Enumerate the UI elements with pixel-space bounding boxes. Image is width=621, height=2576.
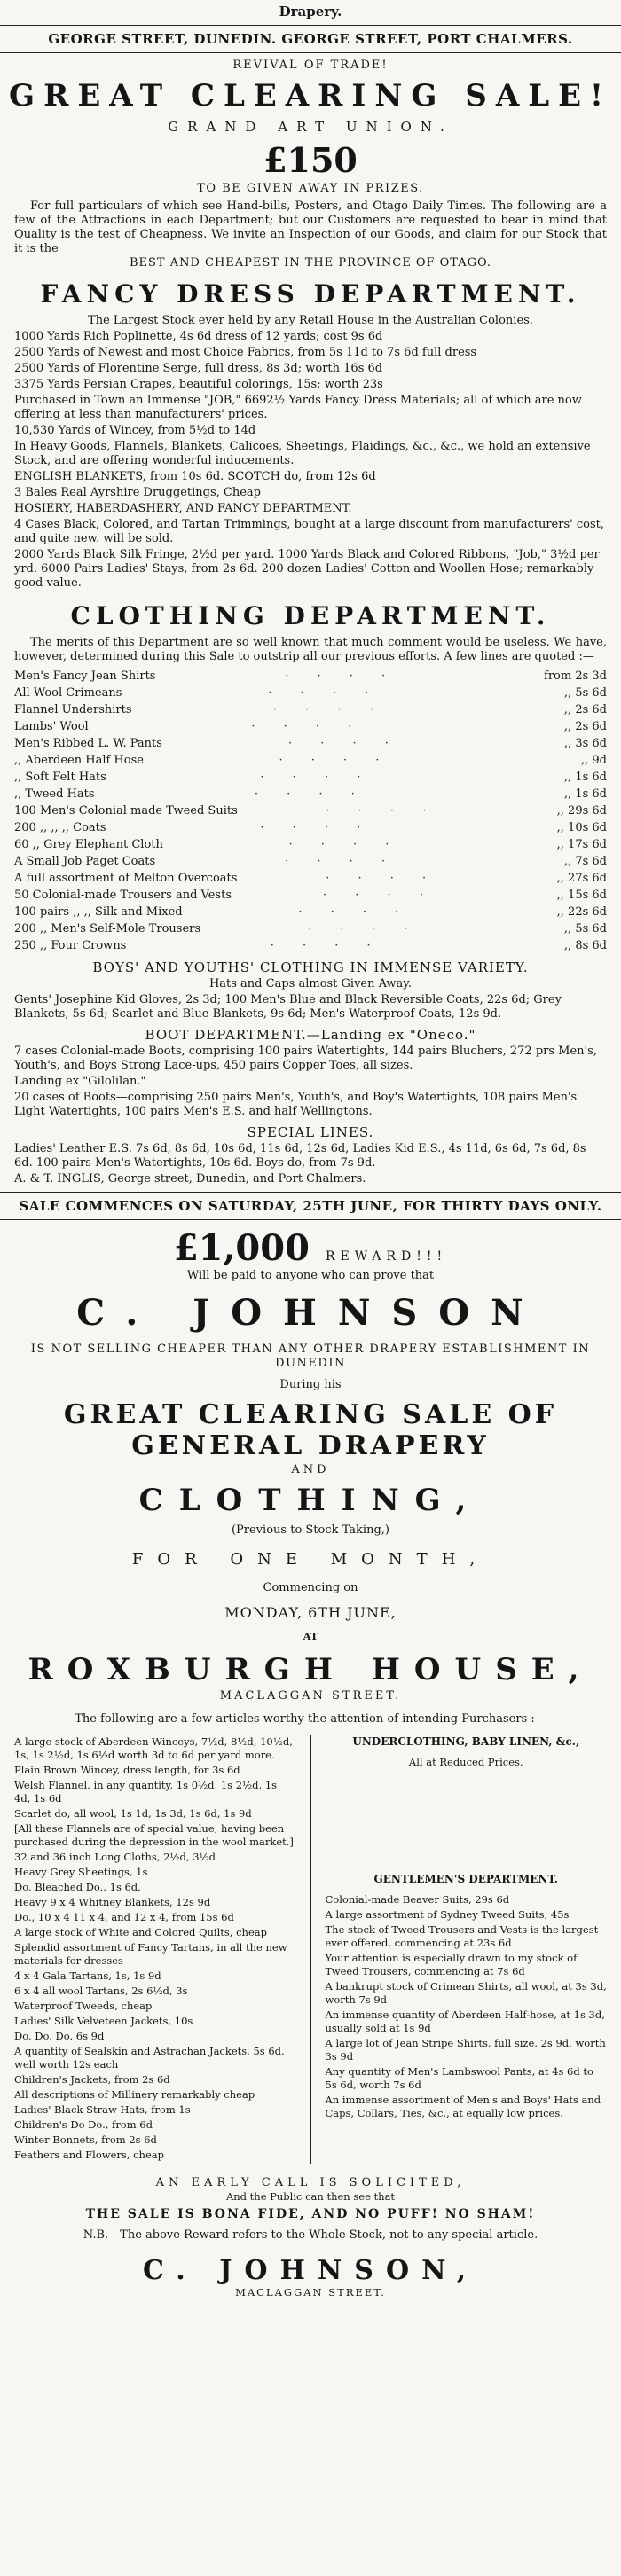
during-his: During his — [279, 1378, 342, 1391]
clothing-item-row — [14, 752, 607, 769]
left-column-line: Children's Do Do., from 6d — [14, 2118, 153, 2131]
gentlemen-line: An immense assortment of Men's and Boys' Hats and Caps, Collars, Ties, &c., at equally low prices. — [325, 2094, 601, 2119]
fancy-dress-line: 2500 Yards of Newest and most Choice Fabrics, from 5s 11d to 7s 6d full dress — [14, 346, 477, 359]
leader-dots: · · · · — [326, 872, 439, 885]
clothing-item-row — [14, 870, 607, 887]
clothing-item-name: 200 ,, Men's Self-Mole Trousers — [14, 922, 201, 936]
divider — [0, 1219, 621, 1220]
previous-stock: (Previous to Stock Taking,) — [231, 1523, 389, 1537]
clothing-item-price: ,, 1s 6d — [563, 787, 607, 801]
not-selling: IS NOT SELLING CHEAPER THAN ANY OTHER DRAPERY ESTABLISHMENT IN DUNEDIN — [30, 1343, 591, 1370]
clothing-item-name: 200 ,, ,, ,, Coats — [14, 821, 106, 834]
boot-line: 7 cases Colonial-made Boots, comprising 100 pairs Watertights, 144 pairs Bluchers, 272 prs Men's, Youth's, and Boys Strong Lace-ups, 450 pairs Copper Toes, all sizes. — [14, 1045, 597, 1072]
bona-fide: THE SALE IS BONA FIDE, AND NO PUFF! NO SHAM! — [85, 2207, 536, 2221]
leader-dots: · · · · — [251, 720, 365, 733]
special-line: A. & T. INGLIS, George street, Dunedin, and Port Chalmers. — [14, 1172, 366, 1186]
left-column — [14, 1735, 296, 2164]
leader-dots: · · · · — [323, 889, 436, 902]
gentlemen-title: GENTLEMEN'S DEPARTMENT. — [373, 1873, 558, 1885]
boot-title: BOOT DEPARTMENT.—Landing ex "Oneco." — [145, 1027, 476, 1043]
commencing: Commencing on — [263, 1581, 358, 1594]
clothing-item-row — [14, 668, 607, 685]
clothing-item-name: Flannel Undershirts — [14, 703, 132, 716]
clothing-item-price: ,, 29s 6d — [556, 804, 607, 818]
dateline: GEORGE STREET, DUNEDIN. GEORGE STREET, PORT CHALMERS. — [48, 31, 573, 47]
left-column-line: All descriptions of Millinery remarkably cheap — [14, 2088, 255, 2101]
leader-dots: · · · · — [288, 838, 402, 851]
clothing-item-name: ,, Aberdeen Half Hose — [14, 754, 144, 767]
nb-line: N.B.—The above Reward refers to the Whole Stock, not to any special article. — [83, 2228, 538, 2242]
clothing-item-name: 100 pairs ,, ,, Silk and Mixed — [14, 905, 183, 919]
leader-dots: · · · · — [270, 939, 383, 952]
clothing-item-name: A Small Job Paget Coats — [14, 855, 156, 868]
fancy-dress-line: 1000 Yards Rich Poplinette, 4s 6d dress of 12 yards; cost 9s 6d — [14, 330, 383, 343]
signature-name: C. JOHNSON, — [142, 2255, 479, 2286]
left-column-line: Winter Bonnets, from 2s 6d — [14, 2134, 157, 2146]
right-column — [326, 1735, 608, 2164]
gentlemen-list — [326, 1893, 608, 2120]
leader-dots: · · · · — [260, 771, 373, 784]
left-column-line: Feathers and Flowers, cheap — [14, 2149, 164, 2161]
fancy-dress-line: 10,530 Yards of Wincey, from 5½d to 14d — [14, 424, 256, 437]
clothing-item-name: 100 Men's Colonial made Tweed Suits — [14, 804, 238, 818]
clothing-item-price: from 2s 3d — [544, 669, 607, 683]
clothing-item-price: ,, 7s 6d — [563, 855, 607, 868]
gentlemen-line: Colonial-made Beaver Suits, 29s 6d — [325, 1893, 510, 1906]
clothing-item-price: ,, 10s 6d — [556, 821, 607, 834]
gentlemen-line: An immense quantity of Aberdeen Half-hose, at 1s 3d, usually sold at 1s 9d — [325, 2008, 605, 2034]
early-call: AN EARLY CALL IS SOLICITED, — [155, 2176, 466, 2189]
clothing-item-price: ,, 27s 6d — [556, 872, 607, 885]
boys-title: BOYS' AND YOUTHS' CLOTHING IN IMMENSE VARIETY. — [92, 959, 529, 975]
intro-text: For full particulars of which see Hand-bills, Posters, and Otago Daily Times. The following are a few of the Attractions in each Department; but our Customers are requested to bear in mind that Quality is the test of Cheapness. We invite an Inspection of our Goods, and claim for our Stock that it is the — [14, 200, 607, 255]
gentlemen-line: A bankrupt stock of Crimean Shirts, all wool, at 3s 3d, worth 7s 9d — [325, 1980, 607, 2006]
clothing-item-price: ,, 2s 6d — [563, 720, 607, 733]
clothing-item-row — [14, 819, 607, 836]
clothing-item-row — [14, 685, 607, 701]
left-column-line: A large stock of Aberdeen Winceys, 7½d, 8½d, 10½d, 1s, 1s 2½d, 1s 6½d worth 3d to 6d per yard more. — [14, 1735, 293, 1761]
leader-dots: · · · · — [298, 905, 412, 919]
clothing-item-name: Men's Fancy Jean Shirts — [14, 669, 156, 683]
column-divider — [310, 1735, 311, 2164]
clothing-item-row — [14, 803, 607, 819]
gentlemen-line: A large assortment of Sydney Tweed Suits, 45s — [325, 1908, 570, 1921]
clothing-item-name: All Wool Crimeans — [14, 686, 122, 700]
leader-dots: · · · · — [285, 669, 398, 683]
clothing-item-price: ,, 15s 6d — [556, 889, 607, 902]
reward-line: Will be paid to anyone who can prove that — [186, 1269, 435, 1282]
left-column-line: Heavy Grey Sheetings, 1s — [14, 1866, 148, 1878]
best-cheapest: BEST AND CHEAPEST IN THE PROVINCE OF OTAGO. — [129, 256, 492, 270]
left-column-line: Plain Brown Wincey, dress length, for 3s 6d — [14, 1764, 240, 1776]
left-column-line: 6 x 4 all wool Tartans, 2s 6½d, 3s — [14, 1985, 188, 1997]
gentlemen-line: The stock of Tweed Trousers and Vests is the largest ever offered, commencing at 23s 6d — [325, 1923, 599, 1949]
gentlemen-line: Your attention is especially drawn to my stock of Tweed Trousers, commencing at 7s 6d — [325, 1952, 578, 1977]
left-column-line: [All these Flannels are of special value, having been purchased during the depression in the wool market.] — [14, 1822, 294, 1848]
boys-line: Gents' Josephine Kid Gloves, 2s 3d; 100 Men's Blue and Black Reversible Coats, 22s 6d; Grey Blankets, 5s 6d; Scarlet and Blue Blankets, 9s 6d; Men's Waterproof Coats, 12s 9d. — [14, 993, 562, 1021]
clothing-item-row — [14, 718, 607, 735]
gentlemen-line: Any quantity of Men's Lambswool Pants, at 4s 6d to 5s 6d, worth 7s 6d — [325, 2065, 593, 2091]
clothing-item-name: A full assortment of Melton Overcoats — [14, 872, 238, 885]
special-list — [0, 1142, 621, 1186]
underclothing-title: UNDERCLOTHING, BABY LINEN, &c., — [352, 1735, 580, 1748]
general-sale-title: GREAT CLEARING SALE OF GENERAL DRAPERY — [63, 1399, 558, 1461]
left-column-line: Waterproof Tweeds, cheap — [14, 2000, 153, 2012]
clothing-title: CLOTHING DEPARTMENT. — [70, 601, 551, 630]
fancy-dress-line: In Heavy Goods, Flannels, Blankets, Calicoes, Sheetings, Plaidings, &c., &c., we hold an extensive Stock, and are offering wonderful inducements. — [14, 440, 591, 467]
roxburgh-house: ROXBURGH HOUSE, — [28, 1652, 593, 1687]
clothing-item-row — [14, 920, 607, 937]
boys-list — [0, 977, 621, 1022]
clothing-item-price: ,, 5s 6d — [563, 686, 607, 700]
reward-amount: £1,000 — [173, 1227, 310, 1269]
revival-heading: REVIVAL OF TRADE! — [232, 59, 389, 72]
clothing-word: CLOTHING, — [138, 1483, 483, 1518]
left-column-line: 32 and 36 inch Long Cloths, 2½d, 3½d — [14, 1851, 216, 1863]
boys-line: Hats and Caps almost Given Away. — [208, 977, 413, 990]
grand-art-union: GRAND ART UNION. — [168, 119, 453, 135]
clothing-item-row — [14, 887, 607, 904]
fancy-dress-list — [0, 314, 621, 591]
left-column-line: Do. Bleached Do., 1s 6d. — [14, 1881, 141, 1893]
prize-amount: £150 — [263, 140, 358, 180]
for-one-month: FOR ONE MONTH, — [131, 1550, 490, 1569]
left-column-line: Children's Jackets, from 2s 6d — [14, 2073, 170, 2086]
prize-line: TO BE GIVEN AWAY IN PRIZES. — [197, 182, 424, 195]
leader-dots: · · · · — [254, 787, 367, 801]
monday-date: MONDAY, 6TH JUNE, — [224, 1604, 397, 1621]
clothing-item-name: 60 ,, Grey Elephant Cloth — [14, 838, 163, 851]
following-intro: The following are a few articles worthy the attention of intending Purchasers :— — [75, 1712, 546, 1726]
leader-dots: · · · · — [260, 821, 373, 834]
fancy-dress-line: 2500 Yards of Florentine Serge, full dress, 8s 3d; worth 16s 6d — [14, 362, 383, 375]
maclaggan-street: MACLAGGAN STREET. — [219, 1689, 402, 1703]
clothing-item-price: ,, 1s 6d — [563, 771, 607, 784]
boot-list — [0, 1045, 621, 1119]
signature-street: MACLAGGAN STREET. — [235, 2286, 386, 2298]
fancy-dress-line: 3 Bales Real Ayrshire Druggetings, Cheap — [14, 486, 261, 499]
and-word: AND — [291, 1463, 330, 1476]
clothing-item-name: ,, Tweed Hats — [14, 787, 95, 801]
fancy-dress-line: The Largest Stock ever held by any Retail House in the Australian Colonies. — [88, 314, 533, 327]
clothing-item-row — [14, 937, 607, 954]
sale-commences: SALE COMMENCES ON SATURDAY, 25TH JUNE, FOR THIRTY DAYS ONLY. — [19, 1198, 602, 1214]
clothing-item-row — [14, 786, 607, 803]
boot-line: Landing ex "Gilolilan." — [14, 1075, 146, 1088]
clothing-item-price: ,, 22s 6d — [556, 905, 607, 919]
fancy-dress-line: 2000 Yards Black Silk Fringe, 2½d per yard. 1000 Yards Black and Colored Ribbons, "Job," 3½d per yrd. 6000 Pairs Ladies' Stays, from 2s 6d. 200 dozen Ladies' Cotton and Woollen Hose; remarkably good value. — [14, 548, 600, 590]
leader-dots: · · · · — [307, 922, 421, 936]
left-column-line: A quantity of Sealskin and Astrachan Jackets, 5s 6d, well worth 12s each — [14, 2045, 285, 2071]
clothing-item-name: Lambs' Wool — [14, 720, 89, 733]
clothing-intro: The merits of this Department are so well known that much comment would be useless. We have, however, determined during this Sale to outstrip all our previous efforts. A few lines are quoted :— — [14, 636, 607, 663]
fancy-dress-title: FANCY DRESS DEPARTMENT. — [40, 279, 581, 309]
fancy-dress-line: 4 Cases Black, Colored, and Tartan Trimmings, bought at a large discount from manufacturers' cost, and quite new. will be sold. — [14, 518, 604, 545]
left-column-line: A large stock of White and Colored Quilts, cheap — [14, 1926, 267, 1938]
clothing-item-row — [14, 836, 607, 853]
clothing-item-price: ,, 3s 6d — [563, 737, 607, 750]
special-title: SPECIAL LINES. — [247, 1124, 374, 1140]
left-column-line: Heavy 9 x 4 Whitney Blankets, 12s 9d — [14, 1896, 211, 1908]
fancy-dress-line: 3375 Yards Persian Crapes, beautiful colorings, 15s; worth 23s — [14, 378, 383, 391]
masthead: Drapery. — [279, 4, 342, 20]
clothing-item-name: ,, Soft Felt Hats — [14, 771, 106, 784]
divider — [0, 25, 621, 26]
gentlemen-line: A large lot of Jean Stripe Shirts, full size, 2s 9d, worth 3s 9d — [325, 2037, 606, 2063]
divider — [0, 52, 621, 53]
leader-dots: · · · · — [285, 855, 398, 868]
left-column-line: 4 x 4 Gala Tartans, 1s, 1s 9d — [14, 1969, 161, 1982]
left-column-line: Do. Do. Do. 6s 9d — [14, 2030, 105, 2042]
divider — [0, 1192, 621, 1193]
reward-word: REWARD!!! — [325, 1249, 448, 1264]
clothing-price-list — [0, 668, 621, 954]
clothing-item-name: 250 ,, Four Crowns — [14, 939, 127, 952]
sale-title: GREAT CLEARING SALE! — [9, 78, 612, 114]
at-word: AT — [303, 1630, 318, 1642]
clothing-item-row — [14, 701, 607, 718]
reduced-prices: All at Reduced Prices. — [408, 1756, 523, 1768]
fancy-dress-line: HOSIERY, HABERDASHERY, AND FANCY DEPARTMENT. — [14, 502, 352, 515]
left-column-line: Ladies' Black Straw Hats, from 1s — [14, 2103, 191, 2116]
clothing-item-row — [14, 904, 607, 920]
leader-dots: · · · · — [268, 686, 381, 700]
clothing-item-price: ,, 2s 6d — [563, 703, 607, 716]
left-column-line: Ladies' Silk Velveteen Jackets, 10s — [14, 2015, 193, 2027]
clothing-item-name: Men's Ribbed L. W. Pants — [14, 737, 162, 750]
leader-dots: · · · · — [326, 804, 439, 818]
public-see: And the Public can then see that — [225, 2190, 396, 2203]
fancy-dress-line: ENGLISH BLANKETS, from 10s 6d. SCOTCH do, from 12s 6d — [14, 470, 376, 483]
left-column-line: Do., 10 x 4 11 x 4, and 12 x 4, from 15s 6d — [14, 1911, 234, 1923]
clothing-item-row — [14, 769, 607, 786]
left-column-line: Welsh Flannel, in any quantity, 1s 0½d, 1s 2½d, 1s 4d, 1s 6d — [14, 1779, 278, 1805]
left-column-line: Scarlet do, all wool, 1s 1d, 1s 3d, 1s 6d, 1s 9d — [14, 1807, 252, 1820]
clothing-item-price: ,, 5s 6d — [563, 922, 607, 936]
leader-dots: · · · · — [279, 754, 392, 767]
clothing-item-price: ,, 17s 6d — [556, 838, 607, 851]
leader-dots: · · · · — [288, 737, 401, 750]
clothing-item-price: ,, 8s 6d — [563, 939, 607, 952]
two-column-listing — [0, 1735, 621, 2164]
johnson-name: C. JOHNSON — [76, 1292, 545, 1334]
fancy-dress-line: Purchased in Town an Immense "JOB," 6692½ Yards Fancy Dress Materials; all of which are now offering at less than manufacturers' prices. — [14, 394, 582, 421]
clothing-item-row — [14, 853, 607, 870]
special-line: Ladies' Leather E.S. 7s 6d, 8s 6d, 10s 6d, 11s 6d, 12s 6d, Ladies Kid E.S., 4s 11d, 6s 6d, 7s 6d, 8s 6d. 100 pairs Men's Watertights, 10s 6d. Boys do, from 7s 9d. — [14, 1142, 586, 1170]
boot-line: 20 cases of Boots—comprising 250 pairs Men's, Youth's, and Boy's Watertights, 108 pairs Men's Light Watertights, 100 pairs Men's E.S. and half Wellingtons. — [14, 1091, 578, 1118]
left-column-line: Splendid assortment of Fancy Tartans, in all the new materials for dresses — [14, 1941, 287, 1967]
clothing-item-price: ,, 9d — [581, 754, 607, 767]
clothing-item-name: 50 Colonial-made Trousers and Vests — [14, 889, 232, 902]
leader-dots: · · · · — [272, 703, 386, 716]
clothing-item-row — [14, 735, 607, 752]
